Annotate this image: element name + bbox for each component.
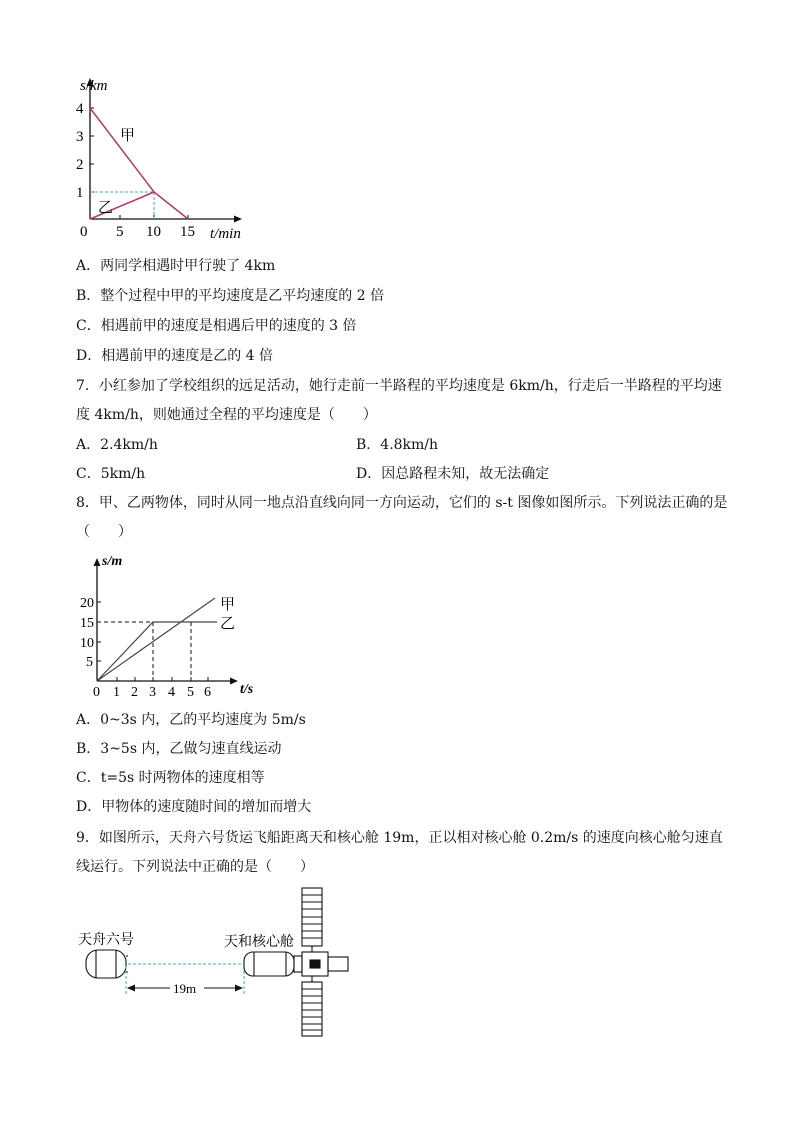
q6-option-d: D．相遇前甲的速度是乙的 4 倍 [76, 348, 274, 364]
chart-2-x-tick-4: 4 [168, 685, 175, 700]
q6-option-b: B．整个过程中甲的平均速度是乙平均速度的 2 倍 [76, 288, 385, 304]
q7-option-d: D．因总路程未知，故无法确定 [356, 466, 550, 482]
chart-1-y-tick-2: 2 [76, 157, 84, 173]
chart-2-x-tick-6: 6 [204, 685, 211, 700]
q7-option-a: A．2.4km/h [76, 437, 158, 453]
chart-2-x-tick-3: 3 [149, 685, 156, 700]
q7-stem-line-2: 度 4km/h，则她通过全程的平均速度是（ ） [76, 407, 377, 423]
chart-1-y-tick-3: 3 [76, 129, 84, 145]
q7-option-c: C．5km/h [76, 466, 146, 482]
q7-stem-line-1: 7．小红参加了学校组织的远足活动，她行走前一半路程的平均速度是 6km/h，行走后一半路程的平均速 [76, 378, 722, 394]
chart-2-x-tick-1: 1 [113, 685, 120, 700]
q8-option-c: C．t=5s 时两物体的速度相等 [76, 770, 265, 786]
chart-2-y-tick-20: 20 [80, 596, 94, 611]
chart-2-y-tick-15: 15 [80, 616, 94, 631]
label-tianzhou-6: 天舟六号 [78, 933, 134, 948]
chart-2-label-yi: 乙 [220, 616, 236, 632]
chart-1 [70, 72, 270, 247]
distance-label: 19m [173, 981, 197, 996]
q9-stem-line-2: 线运行。下列说法中正确的是（ ） [76, 859, 314, 875]
chart-1-y-label: s/km [80, 78, 108, 94]
chart-2-y-tick-10: 10 [80, 636, 94, 651]
q8-stem-line-1: 8．甲、乙两物体，同时从同一地点沿直线向同一方向运动，它们的 s-t 图像如图所示。下列说法正确的是 [76, 495, 728, 511]
q7-option-b: B．4.8km/h [356, 437, 439, 453]
chart-2-label-jia: 甲 [220, 597, 236, 613]
chart-1-x-label: t/min [210, 226, 241, 242]
q8-option-a: A．0~3s 内，乙的平均速度为 5m/s [76, 712, 306, 728]
q9-stem-line-1: 9．如图所示，天舟六号货运飞船距离天和核心舱 19m，正以相对核心舱 0.2m/s 的速度向核心舱匀速直 [76, 830, 723, 846]
chart-2-x-tick-2: 2 [131, 685, 138, 700]
chart-1-label-jia: 甲 [120, 128, 136, 144]
chart-2-x-tick-5: 5 [187, 685, 194, 700]
label-tianhe-core: 天和核心舱 [224, 935, 294, 950]
chart-2 [80, 550, 270, 700]
chart-2-series-jia [97, 598, 215, 681]
chart-1-x-tick-10: 10 [146, 224, 161, 240]
tianzhou-6-icon [86, 950, 128, 978]
chart-1-y-tick-1: 1 [76, 185, 84, 201]
tianhe-core-icon [244, 888, 348, 1036]
docking-diagram [70, 882, 370, 1042]
chart-1-x-tick-5: 5 [116, 224, 124, 240]
chart-2-series-yi [97, 622, 217, 681]
q6-option-c: C．相遇前甲的速度是相遇后甲的速度的 3 倍 [76, 318, 357, 334]
chart-2-x-label: t/s [240, 682, 254, 697]
q6-option-a: A．两同学相遇时甲行驶了 4km [76, 258, 276, 274]
chart-1-y-tick-4: 4 [76, 101, 84, 117]
chart-2-x-tick-0: 0 [93, 685, 100, 700]
q8-option-d: D．甲物体的速度随时间的增加而增大 [76, 799, 312, 815]
q8-option-b: B．3~5s 内，乙做匀速直线运动 [76, 741, 282, 757]
chart-1-x-tick-0: 0 [80, 224, 88, 240]
chart-2-y-label: s/m [102, 554, 123, 569]
chart-1-x-tick-15: 15 [180, 224, 195, 240]
q8-stem-line-2: （ ） [76, 524, 132, 540]
chart-1-label-yi: 乙 [98, 200, 114, 216]
chart-2-y-tick-5: 5 [86, 655, 93, 670]
